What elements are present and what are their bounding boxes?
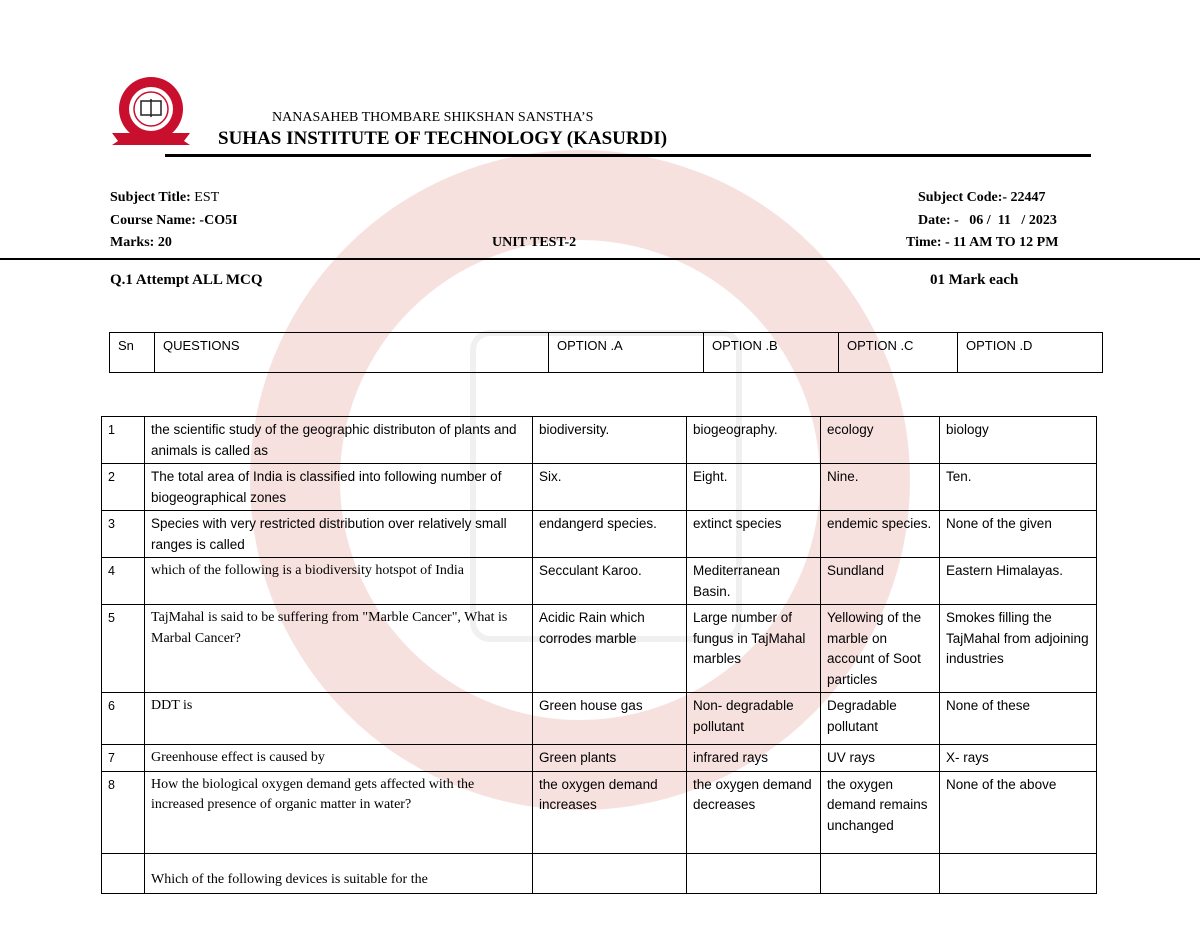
subject-title-value: EST xyxy=(194,190,220,205)
table-row xyxy=(102,417,1097,464)
row-option-c: Yellowing of the marble on account of Soot particles xyxy=(821,605,940,693)
test-name: UNIT TEST-2 xyxy=(492,235,577,250)
table-row xyxy=(102,464,1097,511)
row-option-d: biology xyxy=(940,417,1097,464)
row-sn: 5 xyxy=(102,605,145,693)
row-sn: 8 xyxy=(102,771,145,853)
row-option-a: the oxygen demand increases xyxy=(533,771,687,853)
row-question: DDT is xyxy=(145,693,533,745)
organization-name: NANASAHEB THOMBARE SHIKSHAN SANSTHA’S xyxy=(272,110,594,125)
row-sn: 1 xyxy=(102,417,145,464)
course-label: Course Name: - xyxy=(110,213,205,228)
row-option-c: ecology xyxy=(821,417,940,464)
institute-logo xyxy=(110,75,192,147)
header-rule xyxy=(165,154,1091,157)
subject-title-label: Subject Title: xyxy=(110,190,191,205)
row-option-b: Large number of fungus in TajMahal marbles xyxy=(687,605,821,693)
row-option-d: Eastern Himalayas. xyxy=(940,558,1097,605)
subject-title xyxy=(110,190,219,206)
row-option-b: infrared rays xyxy=(687,745,821,772)
row-question: The total area of India is classified into following number of biogeographical zones xyxy=(145,464,533,511)
marks: Marks: 20 xyxy=(110,235,172,250)
row-option-b: biogeography. xyxy=(687,417,821,464)
section-rule xyxy=(0,258,1200,260)
row-option-d: X- rays xyxy=(940,745,1097,772)
row-sn: 6 xyxy=(102,693,145,745)
marks-per-question: 01 Mark each xyxy=(930,272,1019,288)
mcq-table xyxy=(101,416,1097,894)
row-option-c: the oxygen demand remains unchanged xyxy=(821,771,940,853)
table-row xyxy=(102,853,1097,893)
row-option-d xyxy=(940,853,1097,893)
table-row xyxy=(102,745,1097,772)
row-option-c: endemic species. xyxy=(821,511,940,558)
column-header-table xyxy=(109,332,1103,373)
col-header-questions: QUESTIONS xyxy=(155,333,549,373)
course-value: CO5I xyxy=(204,213,238,228)
row-option-a: Acidic Rain which corrodes marble xyxy=(533,605,687,693)
row-option-d: None of the above xyxy=(940,771,1097,853)
row-option-c: UV rays xyxy=(821,745,940,772)
col-header-sn: Sn xyxy=(110,333,155,373)
row-option-a xyxy=(533,853,687,893)
row-option-c: Degradable pollutant xyxy=(821,693,940,745)
col-header-option-c: OPTION .C xyxy=(839,333,958,373)
exam-time: Time: - 11 AM TO 12 PM xyxy=(906,235,1059,250)
row-question: How the biological oxygen demand gets affected with the increased presence of organic matter in water? xyxy=(145,771,533,853)
row-option-a: endangerd species. xyxy=(533,511,687,558)
row-question: Which of the following devices is suitable for the xyxy=(145,853,533,893)
row-option-b: Non- degradable pollutant xyxy=(687,693,821,745)
row-sn: 3 xyxy=(102,511,145,558)
table-row xyxy=(102,693,1097,745)
row-option-c: Nine. xyxy=(821,464,940,511)
row-sn: 7 xyxy=(102,745,145,772)
table-row xyxy=(102,771,1097,853)
row-option-c xyxy=(821,853,940,893)
col-header-option-b: OPTION .B xyxy=(704,333,839,373)
row-option-d: None of these xyxy=(940,693,1097,745)
row-option-b: extinct species xyxy=(687,511,821,558)
row-sn xyxy=(102,853,145,893)
row-option-d: Ten. xyxy=(940,464,1097,511)
table-row xyxy=(102,605,1097,693)
row-option-a: Six. xyxy=(533,464,687,511)
row-question: Greenhouse effect is caused by xyxy=(145,745,533,772)
row-option-a: Green plants xyxy=(533,745,687,772)
table-row xyxy=(102,511,1097,558)
row-option-a: Green house gas xyxy=(533,693,687,745)
course-name xyxy=(110,213,238,229)
row-sn: 4 xyxy=(102,558,145,605)
column-header-row xyxy=(110,333,1103,373)
row-question: which of the following is a biodiversity hotspot of India xyxy=(145,558,533,605)
col-header-option-a: OPTION .A xyxy=(549,333,704,373)
row-option-b: the oxygen demand decreases xyxy=(687,771,821,853)
row-option-d: Smokes filling the TajMahal from adjoining industries xyxy=(940,605,1097,693)
row-option-d: None of the given xyxy=(940,511,1097,558)
row-option-a: Secculant Karoo. xyxy=(533,558,687,605)
row-question: Species with very restricted distribution over relatively small ranges is called xyxy=(145,511,533,558)
row-option-b: Eight. xyxy=(687,464,821,511)
row-option-c: Sundland xyxy=(821,558,940,605)
row-option-b xyxy=(687,853,821,893)
question-instruction: Q.1 Attempt ALL MCQ xyxy=(110,272,263,288)
table-row xyxy=(102,558,1097,605)
row-option-b: Mediterranean Basin. xyxy=(687,558,821,605)
row-sn: 2 xyxy=(102,464,145,511)
institute-name: SUHAS INSTITUTE OF TECHNOLOGY (KASURDI) xyxy=(218,128,668,149)
exam-date: Date: - 06 / 11 / 2023 xyxy=(918,213,1057,228)
col-header-option-d: OPTION .D xyxy=(958,333,1103,373)
row-question: the scientific study of the geographic distributon of plants and animals is called as xyxy=(145,417,533,464)
subject-code: Subject Code:- 22447 xyxy=(918,190,1046,205)
row-question: TajMahal is said to be suffering from "Marble Cancer", What is Marbal Cancer? xyxy=(145,605,533,693)
row-option-a: biodiversity. xyxy=(533,417,687,464)
